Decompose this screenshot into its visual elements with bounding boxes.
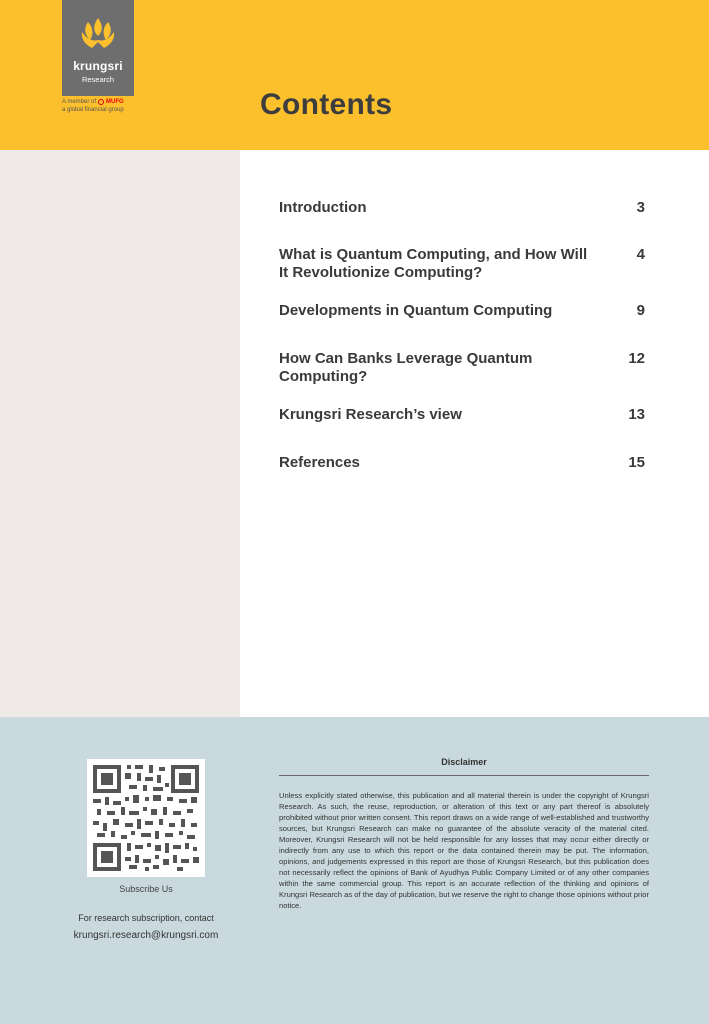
disclaimer-text: Unless explicitly stated otherwise, this publication and all material therein is under the copyright of Krungsri Research. As such, the reuse, reproduction, or alteration of this text or any part thereof is absolutely prohibited without prior written consent. This report draws on a wide range of well-established and trustworthy sources, but Krungsri Research can make no guarantee of the absolute veracity of the material cited. Moreover, Krungsri Research will not be held responsible for any losses that may occur either directly or indirectly from any use to which this report or the data contained therein may be put. The information, opinions, and judgements expressed in this report are those of Krungsri Research, but this publication does not necessarily reflect the opinions of Bank of Ayudhya Public Company Limited or of any other companies within the same commercial group. This report is an accurate reflection of the thinking and opinions of Krungsri Research as of the day of publication, but we reserve the right to change those opinions without prior notice. <box>279 791 649 910</box>
toc-entry[interactable] <box>279 199 645 217</box>
disclaimer-title: Disclaimer <box>441 757 487 767</box>
toc-entry-title: How Can Banks Leverage Quantum Computing? <box>279 350 533 385</box>
logo-subtitle: Research <box>81 75 115 84</box>
mufg-icon <box>98 99 104 105</box>
member-prefix: A member of <box>62 99 97 105</box>
toc-entry-title: References <box>279 454 360 471</box>
toc-entry-page: 9 <box>636 302 645 319</box>
footer <box>0 717 709 1024</box>
header-band <box>0 0 709 150</box>
toc-entry-title: Developments in Quantum Computing <box>279 302 553 319</box>
member-of-mufg <box>62 98 152 114</box>
krungsri-emblem-icon <box>78 14 118 54</box>
toc-entry-page: 3 <box>636 199 645 216</box>
toc-entry-title: What is Quantum Computing, and How Will It Revolutionize Computing? <box>279 246 588 281</box>
toc-entry-title: Introduction <box>279 199 367 216</box>
mufg-label: MUFG <box>106 99 124 105</box>
subscribe-qr-code[interactable] <box>87 759 205 877</box>
subscribe-label: Subscribe Us <box>119 884 173 894</box>
toc-entry-page: 15 <box>628 454 645 471</box>
toc-entry[interactable] <box>279 454 645 472</box>
toc-entry-title: Krungsri Research’s view <box>279 406 462 423</box>
member-tagline: a global financial group <box>62 107 124 113</box>
qr-code-icon <box>93 765 199 871</box>
toc-entry[interactable] <box>279 406 645 424</box>
contact-text: For research subscription, contact <box>78 913 214 923</box>
toc-entry-page: 12 <box>628 350 645 367</box>
contact-email-link[interactable]: krungsri.research@krungsri.com <box>73 930 219 941</box>
disclaimer-divider <box>279 775 649 776</box>
toc-entry-page: 13 <box>628 406 645 423</box>
toc-entry[interactable] <box>279 302 645 320</box>
krungsri-logo[interactable] <box>62 0 134 96</box>
page-title: Contents <box>260 88 393 121</box>
logo-wordmark: krungsri <box>73 59 123 73</box>
toc-entry[interactable] <box>279 350 645 386</box>
side-panel <box>0 150 240 717</box>
toc-entry[interactable] <box>279 246 645 282</box>
toc-entry-page: 4 <box>636 246 645 263</box>
